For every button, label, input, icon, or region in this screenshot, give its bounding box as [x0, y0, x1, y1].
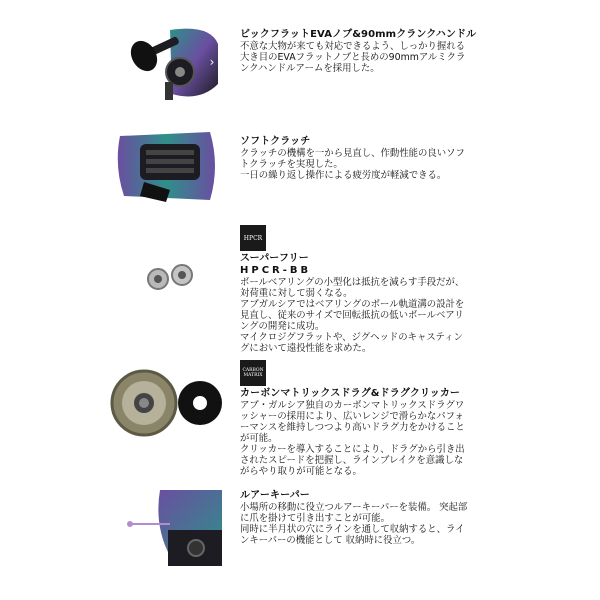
- bearing-image: [110, 245, 222, 305]
- feature-subtitle: HPCR-BB: [240, 265, 312, 276]
- carousel-prev-button[interactable]: ‹: [113, 55, 119, 69]
- feature-desc: ボールベアリングの小型化は抵抗を減らす手段だが、 対荷重に対して弱くなる。 アブガルシアではベアリングのボール軌道溝の設計を 見直し、従来のサイズで回転抵抗の低いボールベアリ ングの開発に成功。 マイクロジグフラットや、ジグヘッドのキャスティン グにおいて遠投性能を求めた。: [240, 277, 465, 354]
- lure-keeper-text: [240, 490, 585, 546]
- carousel-next-button[interactable]: ›: [209, 55, 215, 69]
- soft-clutch-text: [240, 136, 585, 181]
- feature-title: カーボンマトリックスドラグ&ドラグクリッカー: [240, 388, 461, 399]
- carbon-drag-text: [240, 360, 585, 477]
- feature-desc: 小場所の移動に役立つルアーキーパーを装備。 突起部 に爪を掛けて引き出すことが可能。 同時に半月状の穴にラインを通して収納すると、ライ ンキーパーの機能として 収納時に役立つ。: [240, 502, 468, 546]
- lure-keeper-image: [110, 486, 222, 566]
- feature-title: ソフトクラッチ: [240, 136, 311, 147]
- feature-title: スーパーフリー: [240, 253, 309, 264]
- soft-clutch-image: [110, 126, 222, 206]
- feature-title: ルアーキーパー: [240, 490, 310, 501]
- carbon-matrix-logo-icon: CARBON MATRIX: [240, 360, 266, 386]
- feature-desc: アブ・ガルシア独自のカーボンマトリックスドラグワ ッシャーの採用により、広いレンジで滑らかなパフォ ーマンスを維持しつつより高いドラグ力をかけること が可能。 クリッカーを導入することにより、ドラグから引き出 されたスピードを把握し、ラインブレイクを意識しな がらやり取りが可能となる。: [240, 400, 465, 477]
- feature-title: ビックフラットEVAノブ&90mmクランクハンドル: [240, 29, 477, 40]
- crank-handle-text: [240, 29, 585, 74]
- crank-handle-image: [110, 24, 222, 106]
- hpcr-logo-icon: HPCR: [240, 225, 266, 251]
- feature-desc: 不意な大物が来ても対応できるよう、しっかり握れる 大き目のEVAフラットノブと長めの90mmアルミクラ ンクハンドルアームを採用した。: [240, 41, 466, 74]
- drag-washer-image: [110, 365, 222, 441]
- feature-desc: クラッチの機構を一から見直し、作動性能の良いソフ トクラッチを実現した。 一日の繰り返し操作による疲労度が軽減できる。: [240, 148, 465, 181]
- super-free-text: [240, 225, 585, 354]
